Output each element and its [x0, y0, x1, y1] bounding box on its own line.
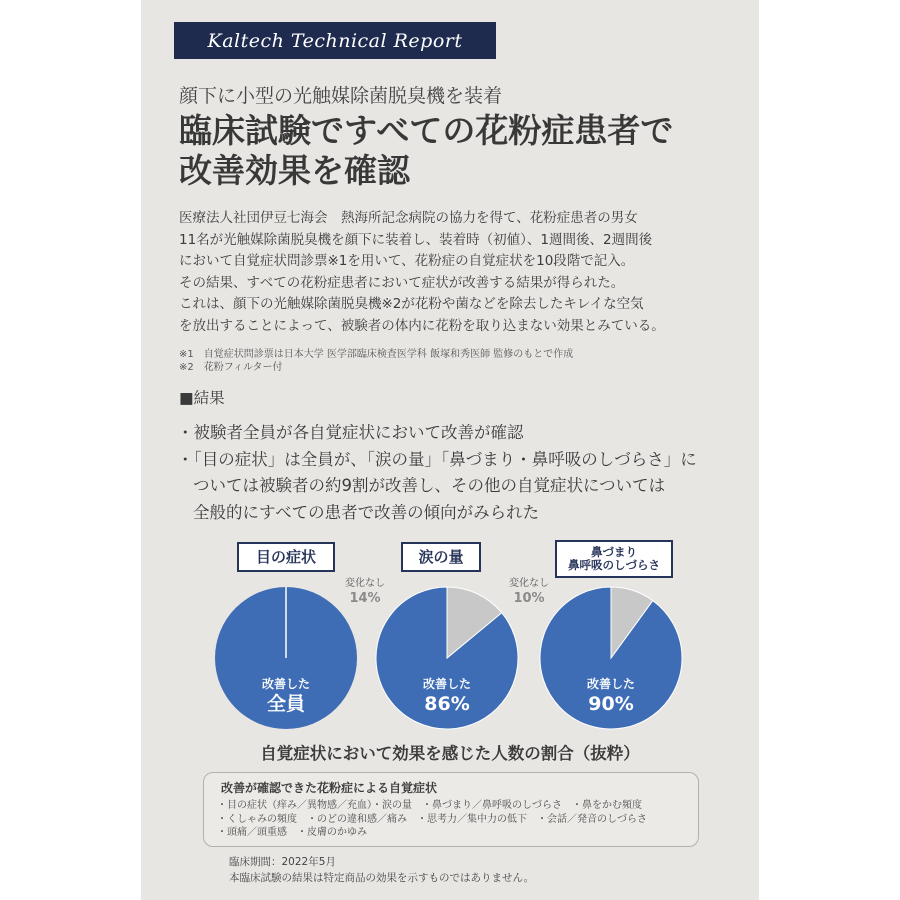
chart-label-line: 涙の量: [418, 548, 464, 566]
symptoms-box: [203, 772, 699, 847]
body-line: その結果、すべての花粉症患者において症状が改善する結果が得られた。: [179, 274, 625, 291]
unchanged-value: 14%: [349, 591, 381, 606]
report-sheet: [141, 0, 759, 900]
chart-caption: 自覚症状において効果を感じた人数の割合（抜粋）: [260, 744, 640, 763]
unchanged-label: 変化なし: [509, 578, 549, 589]
footnotes: [179, 348, 573, 374]
chart-label-line: 鼻づまり: [591, 545, 637, 559]
footnote: ※1 自覚症状問診票は日本大学 医学部臨床検査医学科 飯塚和秀医師 監修のもとで作成: [179, 349, 574, 360]
bullet-line: ・「目の症状」は全員が、「涙の量」「鼻づまり・鼻呼吸のしづらさ」に: [177, 449, 697, 469]
unchanged-value: 10%: [513, 591, 545, 606]
pie-charts: [141, 538, 759, 738]
chart-label: [555, 540, 673, 578]
chart-label-line: 鼻呼吸のしづらさ: [568, 558, 660, 572]
chart-label: [401, 542, 481, 572]
unchanged-label: 変化なし: [345, 578, 385, 589]
report-banner: Kaltech Technical Report: [174, 22, 496, 59]
results-bullets: [177, 420, 697, 526]
symptoms-line: ・くしゃみの頻度 ・のどの違和感／痛み ・思考力／集中力の低下 ・会話／発音のしづらさ: [217, 813, 647, 825]
symptoms-line: ・頭痛／頭重感 ・皮膚のかゆみ: [217, 827, 367, 838]
disclaimer: 本臨床試験の結果は特定商品の効果を示すものではありません。: [229, 872, 535, 884]
improved-value: 86%: [424, 693, 470, 715]
improved-label: 改善した: [422, 677, 472, 691]
body-line: 医療法人社団伊豆七海会 熱海所記念病院の協力を得て、花粉症患者の男女: [179, 210, 638, 226]
bullet-line: 全般的にすべての患者で改善の傾向がみられた: [193, 502, 540, 522]
symptoms-title: 改善が確認できた花粉症による自覚症状: [221, 781, 438, 795]
bullet-line: ・被験者全員が各自覚症状において改善が確認: [177, 423, 524, 442]
title-line: 改善効果を確認: [179, 151, 410, 190]
body-line: を放出することによって、被験者の体内に花粉を取り込まない効果とみている。: [179, 317, 665, 334]
report-subtitle: 顔下に小型の光触媒除菌脱臭機を装着: [179, 85, 503, 107]
footer: [229, 854, 534, 886]
chart-label: [237, 542, 335, 572]
footnote: ※2 花粉フィルター付: [179, 362, 283, 373]
body-line: これは、顔下の光触媒除菌脱臭機※2が花粉や菌などを除去したキレイな空気: [179, 296, 644, 313]
improved-label: 改善した: [261, 677, 311, 691]
body-paragraph: [179, 208, 749, 338]
report-title: [179, 111, 673, 191]
symptoms-list: [217, 799, 647, 840]
clinical-period: 臨床期間：2022年5月: [229, 856, 336, 868]
chart-label-line: 目の症状: [255, 548, 316, 566]
bullet-line: ついては被験者の約9割が改善し、その他の自覚症状については: [193, 476, 666, 495]
body-line: において自覚症状問診票※1を用いて、花粉症の自覚症状を10段階で記入。: [179, 253, 635, 270]
improved-value: 全員: [266, 693, 306, 715]
symptoms-line: ・目の症状（痒み／異物感／充血）・涙の量 ・鼻づまり／鼻呼吸のしづらさ ・鼻をかむ頻度: [217, 800, 642, 811]
title-line: 臨床試験ですべての花粉症患者で: [179, 111, 674, 150]
improved-label: 改善した: [586, 677, 636, 691]
results-heading: ■結果: [179, 389, 225, 407]
body-line: 11名が光触媒除菌脱臭機を顔下に装着し、装着時（初値）、1週間後、2週間後: [179, 231, 653, 248]
improved-value: 90%: [588, 693, 634, 715]
